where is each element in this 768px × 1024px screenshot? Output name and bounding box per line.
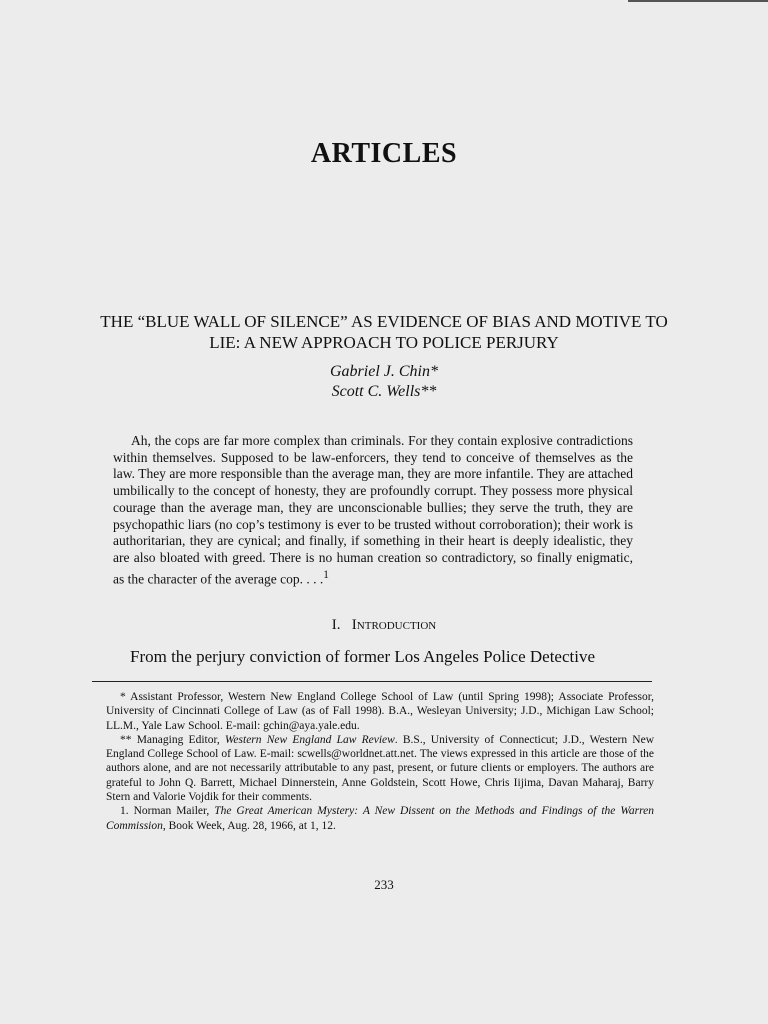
author-list	[0, 362, 768, 402]
footnote-text: , Book Week, Aug. 28, 1966, at 1, 12.	[162, 819, 336, 832]
footnote-author-2	[106, 733, 654, 804]
footnote-author-1: * Assistant Professor, Western New England College School of Law (until Spring 1998); Associate Professor, University of Cincinnati College of Law (as of Fall 1998). B.A., Wesleyan University; J.D., Michigan Law School; LL.M., Yale Law School. E-mail: gchin@aya.yale.edu.	[106, 691, 654, 732]
footnotes	[106, 690, 654, 833]
author-name: Scott C. Wells**	[331, 383, 437, 400]
scan-edge-mark	[628, 0, 768, 2]
author-name: Gabriel J. Chin*	[330, 363, 438, 380]
footnote-ref: 1	[323, 568, 329, 581]
footnote-text: Norman Mailer,	[133, 805, 215, 818]
epigraph-text: Ah, the cops are far more complex than criminals. For they contain explosive contradictions within themselves. Supposed to be law-enforcers, they tend to conceive of themselves as the law. They are more responsible than the average man, they are more infantile. They are attached umbilically to the concept of honesty, they are profoundly corrupt. They possess more physical courage than the average man, they are unconscionable bullies; they serve the truth, they are psychopathic liars (no cop’s testimony is ever to be trusted without corroboration); their work is authoritarian, they are cynical; and finally, if something in their heart is deeply idealistic, they are also bloated with greed. There is no human creation so contradictory, so finally enigmatic, as the character of the average cop. . . .	[113, 433, 633, 587]
footnote-journal: Western New England Law Review	[224, 733, 395, 746]
footnote-1	[106, 804, 654, 833]
heading-number: I.	[331, 617, 341, 633]
footnote-work-title: The Great American Mystery: A New Dissent on the Methods and Findings of the Warren Commission	[106, 805, 655, 832]
footnote-divider	[92, 681, 652, 682]
article-title: THE “BLUE WALL OF SILENCE” AS EVIDENCE OF BIAS AND MOTIVE TO LIE: A NEW APPROACH TO POLICE PERJURY	[100, 312, 668, 352]
footnote-text: . B.S., University of Connecticut; J.D., Western New England College School of Law. E-mail: scwells@worldnet.att.net. The views expressed in this article are those of the authors alone, and are not necessarily attributable to any past, present, or future clients or employers. The authors are grateful to John Q. Barrett, Michael Dinnerstein, Anne Goldstein, Scott Howe, Chris Iijima, Davan Maharaj, Barry Stern and Valorie Vojdik for their comments.	[106, 733, 654, 804]
footnote-text: ** Managing Editor,	[120, 733, 225, 746]
heading-title: Introduction	[351, 617, 437, 633]
epigraph-quote	[113, 433, 633, 588]
body-paragraph: From the perjury conviction of former Los Angeles Police Detective	[130, 647, 596, 666]
footnote-number: 1.	[120, 805, 129, 818]
section-title: ARTICLES	[310, 138, 458, 169]
page-number: 233	[374, 877, 394, 892]
section-heading	[0, 617, 768, 634]
